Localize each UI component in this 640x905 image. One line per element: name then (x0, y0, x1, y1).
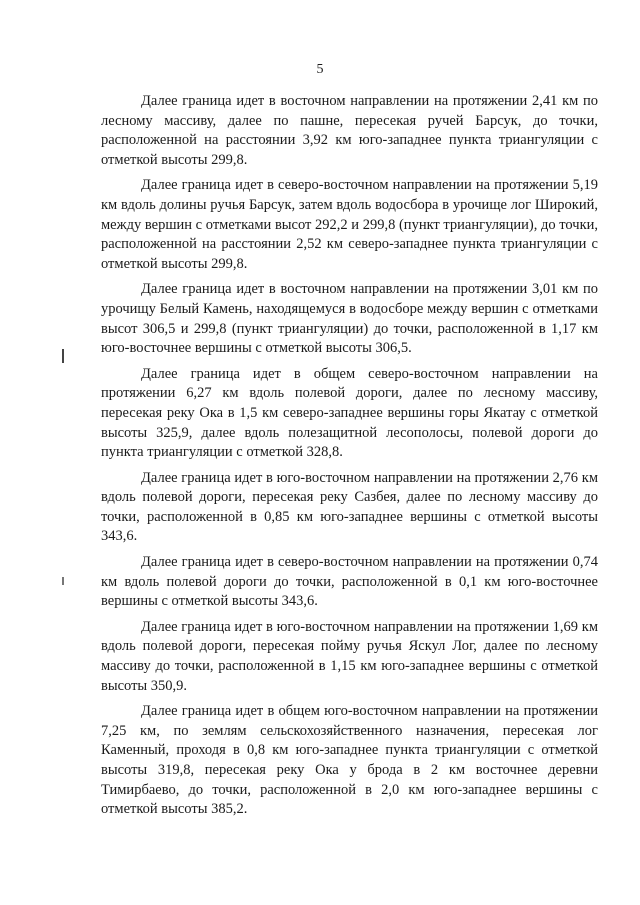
scan-margin-mark (62, 349, 64, 363)
paragraph-3: Далее граница идет в восточном направлении на протяжении 3,01 км по урочищу Белый Камень, находящемуся в водосборе между вершин с отметками высот 306,5 и 299,8 (пункт триангуляции) до точки, расположенной в 1,17 км юго-восточнее вершины с отметкой высоты 306,5. (101, 281, 598, 357)
scan-margin-mark (62, 577, 64, 585)
paragraph-8: Далее граница идет в общем юго-восточном направлении на протяжении 7,25 км, по землям сельскохозяйственного назначения, пересекая лог Каменный, проходя в 0,8 км юго-западнее пункта триангуляции с отметкой высоты 319,8, пересекая реку Ока у брода в 2 км восточнее деревни Тимирбаево, до точки, расположенной в 2,0 км юго-западнее вершины с отметкой высоты 385,2. (101, 703, 598, 818)
page-number: 5 (316, 62, 324, 77)
paragraph-6: Далее граница идет в северо-восточном направлении на протяжении 0,74 км вдоль полевой дороги до точки, расположенной в 0,1 км юго-восточнее вершины с отметкой высоты 343,6. (101, 554, 598, 610)
document-body (101, 92, 598, 826)
paragraph-1: Далее граница идет в восточном направлении на протяжении 2,41 км по лесному массиву, далее по пашне, пересекая ручей Барсук, до точки, расположенной на расстоянии 3,92 км юго-западнее пункта триангуляции с отметкой высоты 299,8. (101, 93, 598, 168)
paragraph-5: Далее граница идет в юго-восточном направлении на протяжении 2,76 км вдоль полевой дороги, пересекая реку Сазбея, далее по лесному массиву до точки, расположенной в 0,85 км юго-западнее вершины с отметкой высоты 343,6. (101, 469, 598, 545)
paragraph-2: Далее граница идет в северо-восточном направлении на протяжении 5,19 км вдоль долины ручья Барсук, затем вдоль водосбора в урочище лог Широкий, между вершин с отметками высот 292,2 и 299,8 (пункт триангуляции), до точки, расположенной на расстоянии 2,52 км северо-западнее пункта триангуляции с отметкой высоты 299,8. (101, 177, 598, 272)
paragraph-7: Далее граница идет в юго-восточном направлении на протяжении 1,69 км вдоль полевой дороги, пересекая пойму ручья Яскул Лог, далее по лесному массиву до точки, расположенной в 1,15 км юго-западнее вершины с отметкой высоты 350,9. (101, 618, 598, 694)
paragraph-4: Далее граница идет в общем северо-восточном направлении на протяжении 6,27 км вдоль полевой дороги, далее по лесному массиву, пересекая реку Ока в 1,5 км северо-западнее вершины горы Якатау с отметкой высоты 325,9, далее вдоль полезащитной лесополосы, полевой дороги до пункта триангуляции с отметкой 328,8. (101, 365, 598, 461)
